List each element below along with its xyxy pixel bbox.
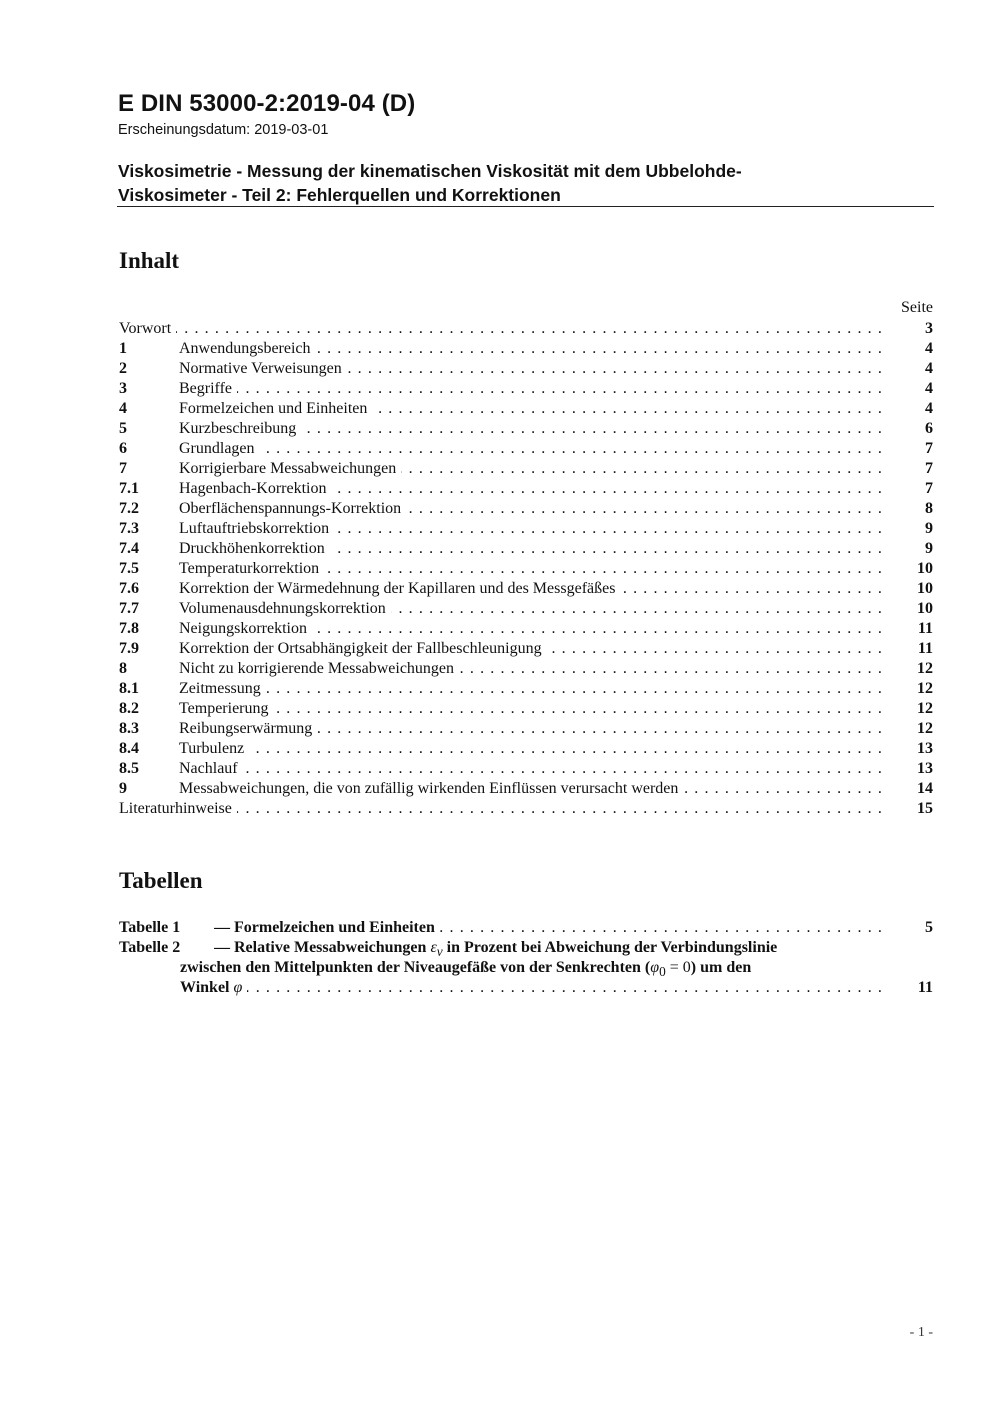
- toc-entry[interactable]: [119, 419, 933, 439]
- toc-entry-title: Literaturhinweise: [119, 800, 237, 817]
- toc-entry-number: 7: [119, 460, 127, 477]
- toc-entry[interactable]: [119, 659, 933, 679]
- toc-entry-title: Temperierung: [179, 700, 274, 717]
- toc-entry-title: Zeitmessung: [179, 680, 266, 697]
- toc-entry-title: Messabweichungen, die von zufällig wirkenden Einflüssen verursacht werden: [179, 780, 683, 797]
- toc-entry-page: 4: [925, 380, 933, 397]
- table-entry-title-part: in Prozent bei Abweichung der Verbindungslinie: [442, 939, 778, 956]
- toc-entry-page: 7: [925, 460, 933, 477]
- toc-entry-page: 15: [917, 800, 933, 817]
- toc-entry[interactable]: [119, 439, 933, 459]
- toc-entry-number: 7.6: [119, 580, 139, 597]
- toc-entry-title: Nachlauf: [179, 760, 243, 777]
- toc-entry-number: 7.2: [119, 500, 139, 517]
- toc-entry-title: Korrektion der Ortsabhängigkeit der Fallbeschleunigung: [179, 640, 547, 657]
- toc-entry-number: 6: [119, 440, 127, 457]
- toc-entry-title: Nicht zu korrigierende Messabweichungen: [179, 660, 459, 677]
- toc-entry[interactable]: [119, 799, 933, 819]
- toc-entry-page: 9: [925, 540, 933, 557]
- toc-entry-number: 9: [119, 780, 127, 797]
- toc-entry-page: 4: [925, 340, 933, 357]
- toc-entry-title: Anwendungsbereich: [179, 340, 316, 357]
- toc-entry-title: Turbulenz: [179, 740, 249, 757]
- toc-entry-page: 3: [925, 320, 933, 337]
- toc-entry-number: 7.4: [119, 540, 139, 557]
- document-code: E DIN 53000-2:2019-04 (D): [118, 90, 416, 117]
- toc-heading: Inhalt: [119, 248, 180, 273]
- toc-entry-number: 8.1: [119, 680, 139, 697]
- table-entry-title-part: zwischen den Mittelpunkten der Niveaugefäße von der Senkrechten (: [180, 959, 651, 976]
- toc-entry-number: 8.2: [119, 700, 139, 717]
- page-column-label: Seite: [901, 299, 933, 316]
- toc-entry[interactable]: [119, 639, 933, 659]
- page-number: - 1 -: [909, 1325, 933, 1340]
- toc-entry[interactable]: [119, 459, 933, 479]
- toc-entry-page: 10: [917, 600, 933, 617]
- table-entry-title-part: Winkel: [180, 979, 234, 996]
- phi-symbol: φ: [233, 979, 243, 996]
- toc-entry-page: 9: [925, 520, 933, 537]
- toc-entry-page: 10: [917, 560, 933, 577]
- toc-entry[interactable]: [119, 579, 933, 599]
- toc-entry[interactable]: [119, 679, 933, 699]
- toc-entry-page: 7: [925, 440, 933, 457]
- toc-entry-page: 4: [925, 360, 933, 377]
- toc-entry-page: 14: [917, 780, 933, 797]
- toc-entry[interactable]: [119, 599, 933, 619]
- toc-entry[interactable]: [119, 739, 933, 759]
- toc-entry-title: Neigungskorrektion: [179, 620, 312, 637]
- toc-entry[interactable]: [119, 539, 933, 559]
- toc-entry-page: 13: [917, 740, 933, 757]
- toc-entry-page: 12: [917, 720, 933, 737]
- toc-entry[interactable]: [119, 339, 933, 359]
- toc-entry-number: 8: [119, 660, 127, 677]
- table-entry-title: — Formelzeichen und Einheiten: [214, 919, 440, 936]
- toc-entry-title: Vorwort: [119, 320, 176, 337]
- toc-entry-number: 8.3: [119, 720, 139, 737]
- toc-entry-number: 7.7: [119, 600, 139, 617]
- toc-entry-number: 4: [119, 400, 127, 417]
- table-entry-page: 5: [925, 919, 933, 936]
- toc-entry-title: Hagenbach-Korrektion: [179, 480, 332, 497]
- table-entry-2[interactable]: [119, 938, 933, 998]
- toc-entry[interactable]: [119, 379, 933, 399]
- toc-entry-page: 4: [925, 400, 933, 417]
- phi-symbol: φ: [650, 959, 660, 976]
- toc-entry[interactable]: [119, 519, 933, 539]
- toc-entry-title: Korrektion der Wärmedehnung der Kapillaren und des Messgefäßes: [179, 580, 620, 597]
- toc-entry-page: 11: [917, 620, 933, 637]
- toc-entry-number: 5: [119, 420, 127, 437]
- document-title: [118, 159, 934, 207]
- toc-entry-number: 8.4: [119, 740, 139, 757]
- toc-entry-page: 7: [925, 480, 933, 497]
- table-entry-line: [119, 938, 933, 958]
- epsilon-symbol: ε: [430, 939, 437, 956]
- toc-entry[interactable]: [119, 779, 933, 799]
- toc-entry-number: 7.3: [119, 520, 139, 537]
- toc-entry-page: 6: [925, 420, 933, 437]
- toc-entry-title: Kurzbeschreibung: [179, 420, 301, 437]
- subscript-zero: 0: [659, 964, 666, 980]
- table-entry-title-part: — Relative Messabweichungen: [214, 939, 431, 956]
- table-entry-1[interactable]: [119, 918, 933, 938]
- toc-entry-number: 1: [119, 340, 127, 357]
- toc-entry-page: 12: [917, 680, 933, 697]
- toc-entry-title: Begriffe: [179, 380, 237, 397]
- title-divider: [117, 206, 934, 207]
- table-entry-line: [119, 978, 933, 998]
- table-entry-label: Tabelle 2: [119, 939, 181, 956]
- toc-entry-title: Druckhöhenkorrektion: [179, 540, 330, 557]
- toc-entry[interactable]: [119, 319, 933, 339]
- toc-entry-title: Korrigierbare Messabweichungen: [179, 460, 401, 477]
- toc-entry-title: Grundlagen: [179, 440, 260, 457]
- toc-entry[interactable]: [119, 619, 933, 639]
- table-entry-page: 11: [917, 979, 933, 996]
- toc-entry[interactable]: [119, 719, 933, 739]
- toc-entry[interactable]: [119, 759, 933, 779]
- toc-entry-title: Oberflächenspannungs-Korrektion: [179, 500, 406, 517]
- tables-list: [119, 918, 933, 998]
- toc-entry[interactable]: [119, 499, 933, 519]
- tables-heading: Tabellen: [119, 868, 203, 893]
- table-entry-line: [119, 958, 933, 978]
- equals-zero: = 0: [665, 959, 691, 976]
- toc-entry-title: Luftauftriebskorrektion: [179, 520, 334, 537]
- toc-entry-number: 7.8: [119, 620, 139, 637]
- toc-entry-number: 7.9: [119, 640, 139, 657]
- toc-entry-number: 7.5: [119, 560, 139, 577]
- toc-entry-title: Reibungserwärmung: [179, 720, 317, 737]
- toc-entry-page: 12: [917, 700, 933, 717]
- table-entry-label: Tabelle 1: [119, 919, 181, 936]
- toc-entry-page: 12: [917, 660, 933, 677]
- toc-entry[interactable]: [119, 559, 933, 579]
- toc-entry-page: 10: [917, 580, 933, 597]
- toc-entry-number: 2: [119, 360, 127, 377]
- toc-entry-number: 8.5: [119, 760, 139, 777]
- toc-list: [119, 319, 933, 819]
- toc-entry-number: 3: [119, 380, 127, 397]
- toc-entry-title: Volumenausdehnungskorrektion: [179, 600, 391, 617]
- toc-entry[interactable]: [119, 479, 933, 499]
- toc-entry[interactable]: [119, 399, 933, 419]
- document-title-line-2: Viskosimeter - Teil 2: Fehlerquellen und Korrektionen: [118, 185, 561, 205]
- toc-entry-page: 13: [917, 760, 933, 777]
- toc-entry[interactable]: [119, 359, 933, 379]
- subscript-v: v: [436, 944, 443, 960]
- toc-entry-page: 8: [925, 500, 933, 517]
- table-entry-line: [119, 918, 933, 938]
- toc-entry-title: Formelzeichen und Einheiten: [179, 400, 372, 417]
- toc-entry-title: Temperaturkorrektion: [179, 560, 324, 577]
- toc-entry-number: 7.1: [119, 480, 139, 497]
- toc-entry-title: Normative Verweisungen: [179, 360, 347, 377]
- toc-entry[interactable]: [119, 699, 933, 719]
- issue-date: Erscheinungsdatum: 2019-03-01: [118, 122, 329, 138]
- table-entry-title-part: ) um den: [690, 959, 752, 976]
- document-title-line-1: Viskosimetrie - Messung der kinematischen Viskosität mit dem Ubbelohde-: [118, 161, 742, 181]
- toc-entry-page: 11: [917, 640, 933, 657]
